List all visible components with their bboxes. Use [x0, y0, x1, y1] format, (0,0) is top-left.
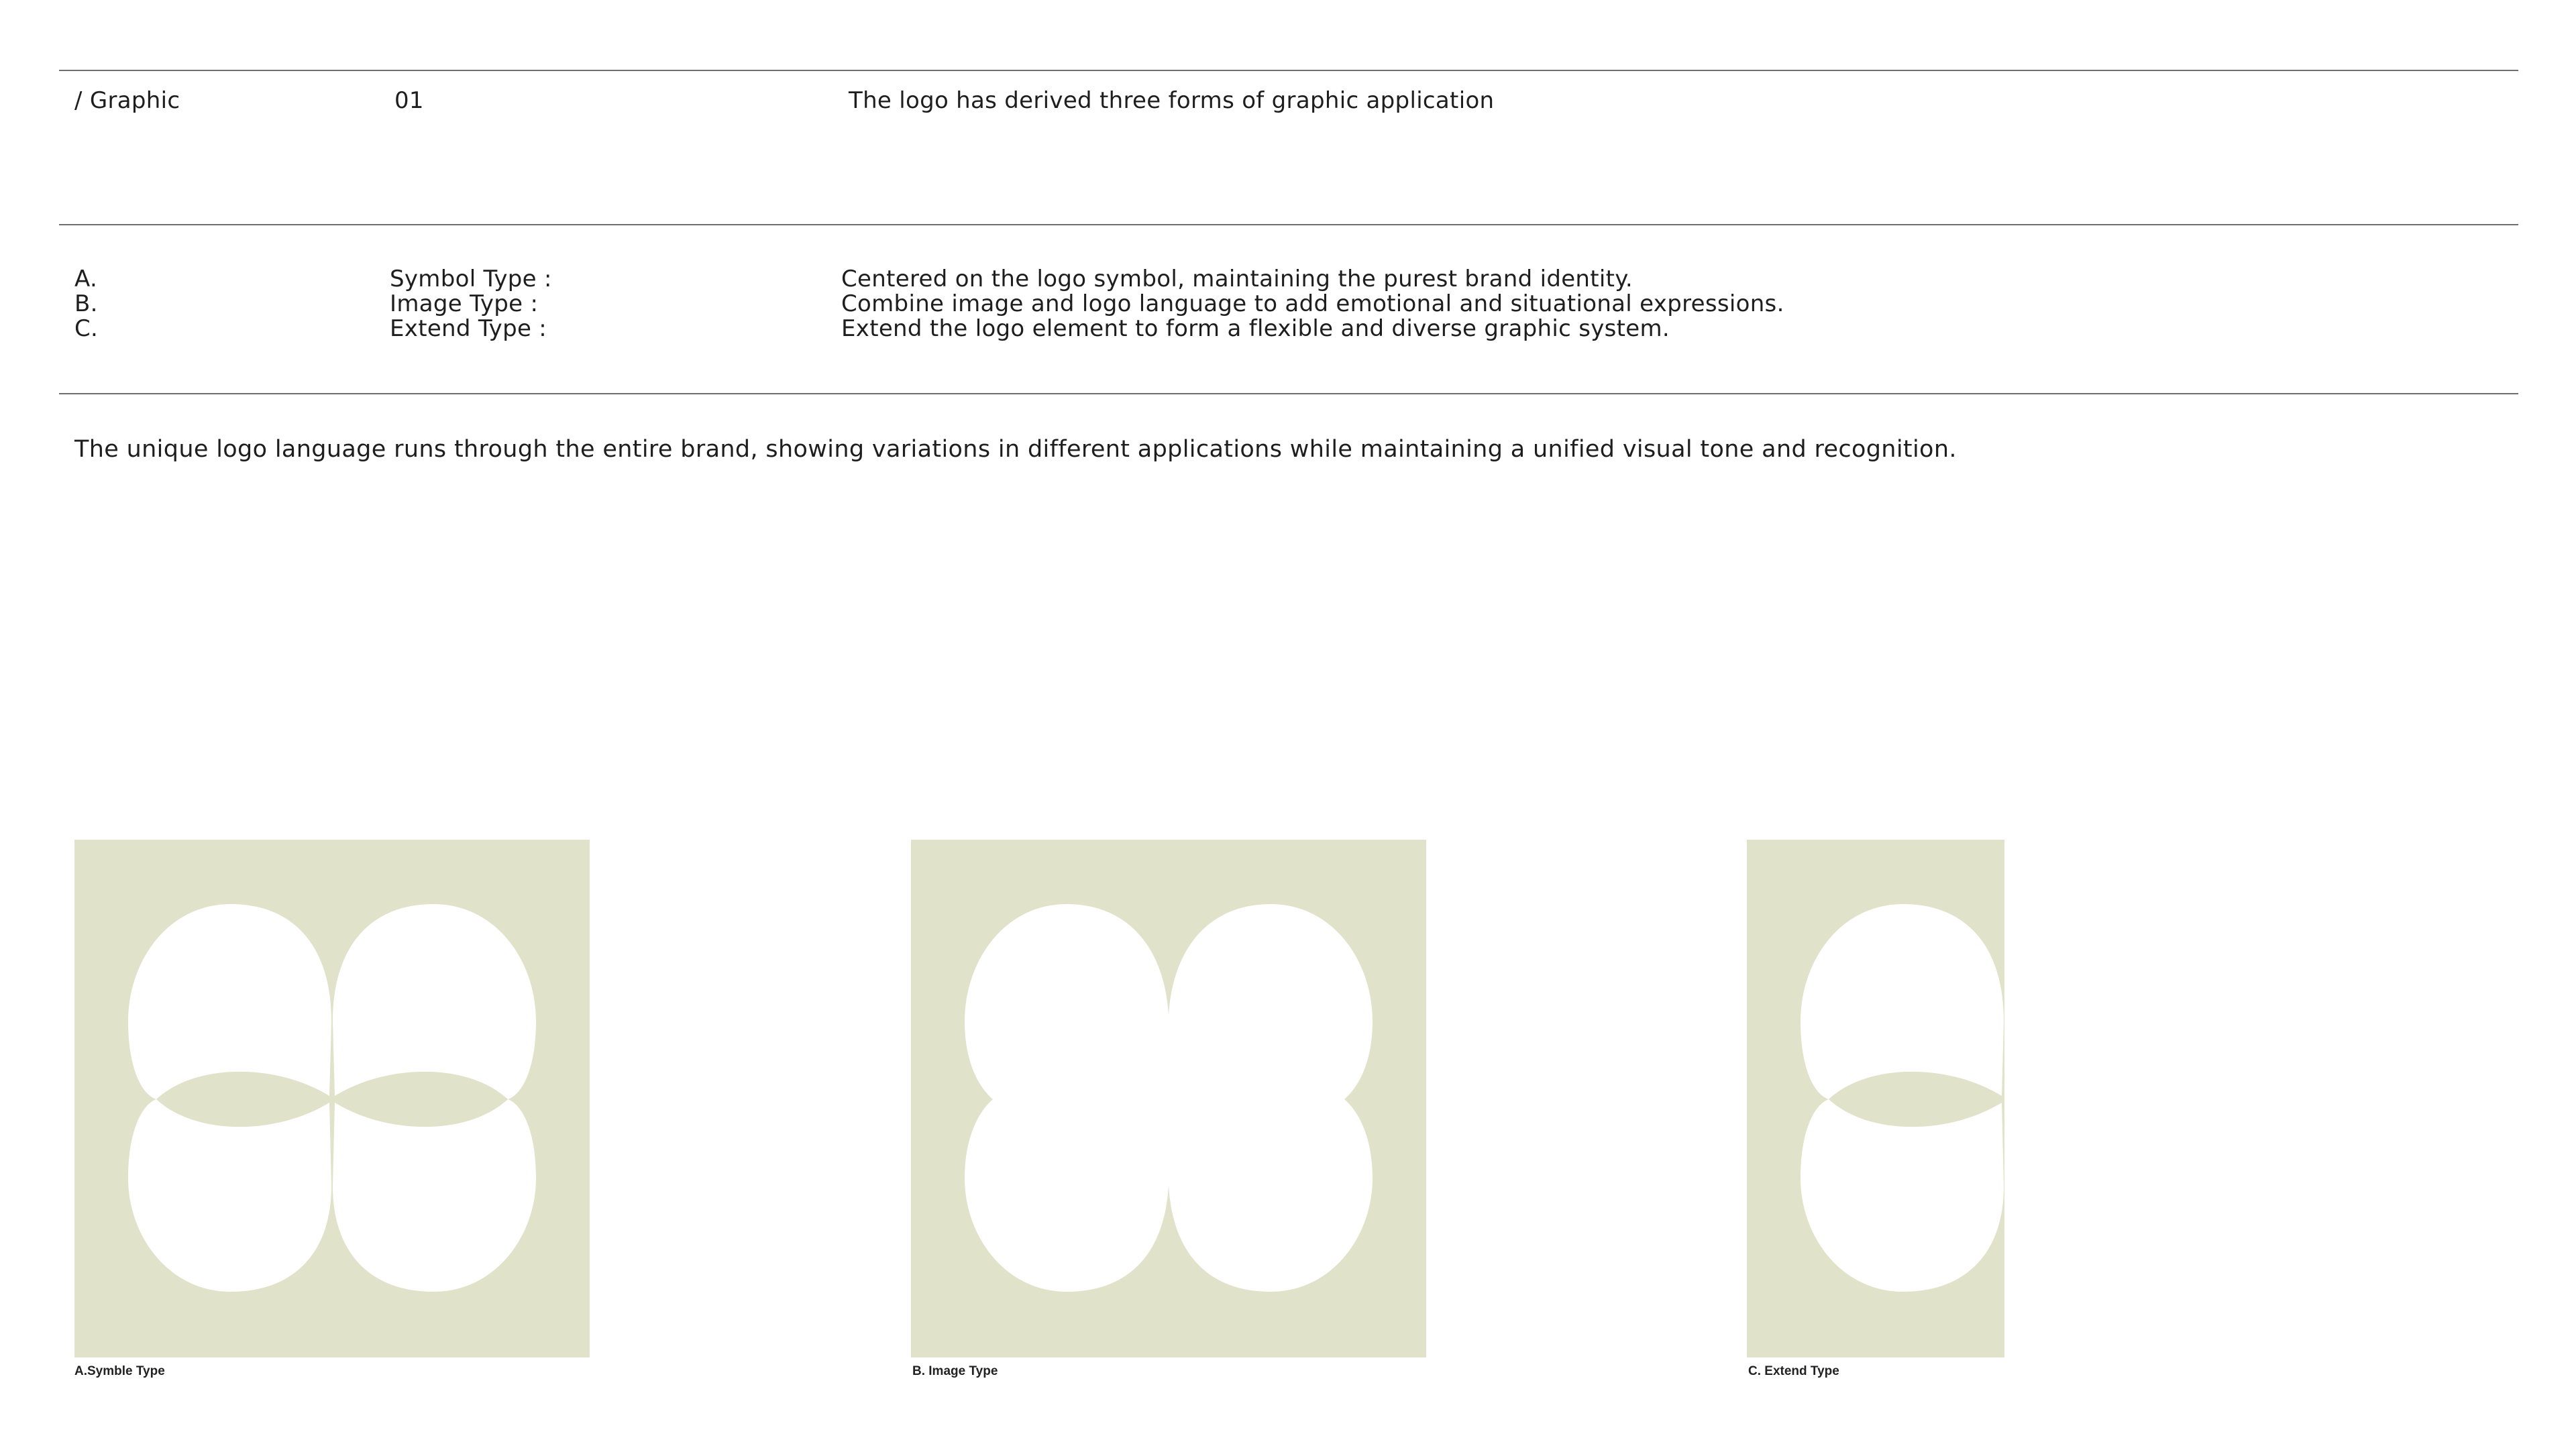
intro-paragraph: The unique logo language runs through the entire brand, showing variations in different applications while maintaining a unified visual tone and recognition. — [74, 436, 1957, 463]
section-headline: The logo has derived three forms of graphic application — [849, 87, 1495, 114]
type-name: Extend Type : — [390, 315, 547, 342]
type-letter: B. — [74, 290, 98, 317]
type-letters — [74, 267, 98, 341]
extend-type-graphic — [1747, 840, 2004, 1357]
list-divider — [59, 393, 2518, 394]
top-divider — [59, 70, 2518, 71]
header-divider — [59, 224, 2518, 225]
section-number: 01 — [394, 87, 424, 114]
image-type-graphic — [911, 840, 1426, 1357]
type-letter: C. — [74, 315, 99, 342]
image-type-caption: B. Image Type — [912, 1364, 998, 1378]
type-descriptions — [841, 267, 1784, 341]
type-description: Centered on the logo symbol, maintaining the purest brand identity. — [841, 266, 1633, 292]
type-description: Combine image and logo language to add emotional and situational expressions. — [841, 290, 1784, 317]
symbol-type-graphic — [74, 840, 590, 1357]
type-description: Extend the logo element to form a flexible and diverse graphic system. — [841, 315, 1670, 342]
symbol-type-caption: A.Symble Type — [74, 1364, 165, 1378]
type-names — [390, 267, 552, 341]
type-name: Image Type : — [390, 290, 539, 317]
type-name: Symbol Type : — [390, 266, 552, 292]
extend-type-caption: C. Extend Type — [1748, 1364, 1839, 1378]
section-label: / Graphic — [74, 87, 180, 114]
type-letter: A. — [74, 266, 98, 292]
